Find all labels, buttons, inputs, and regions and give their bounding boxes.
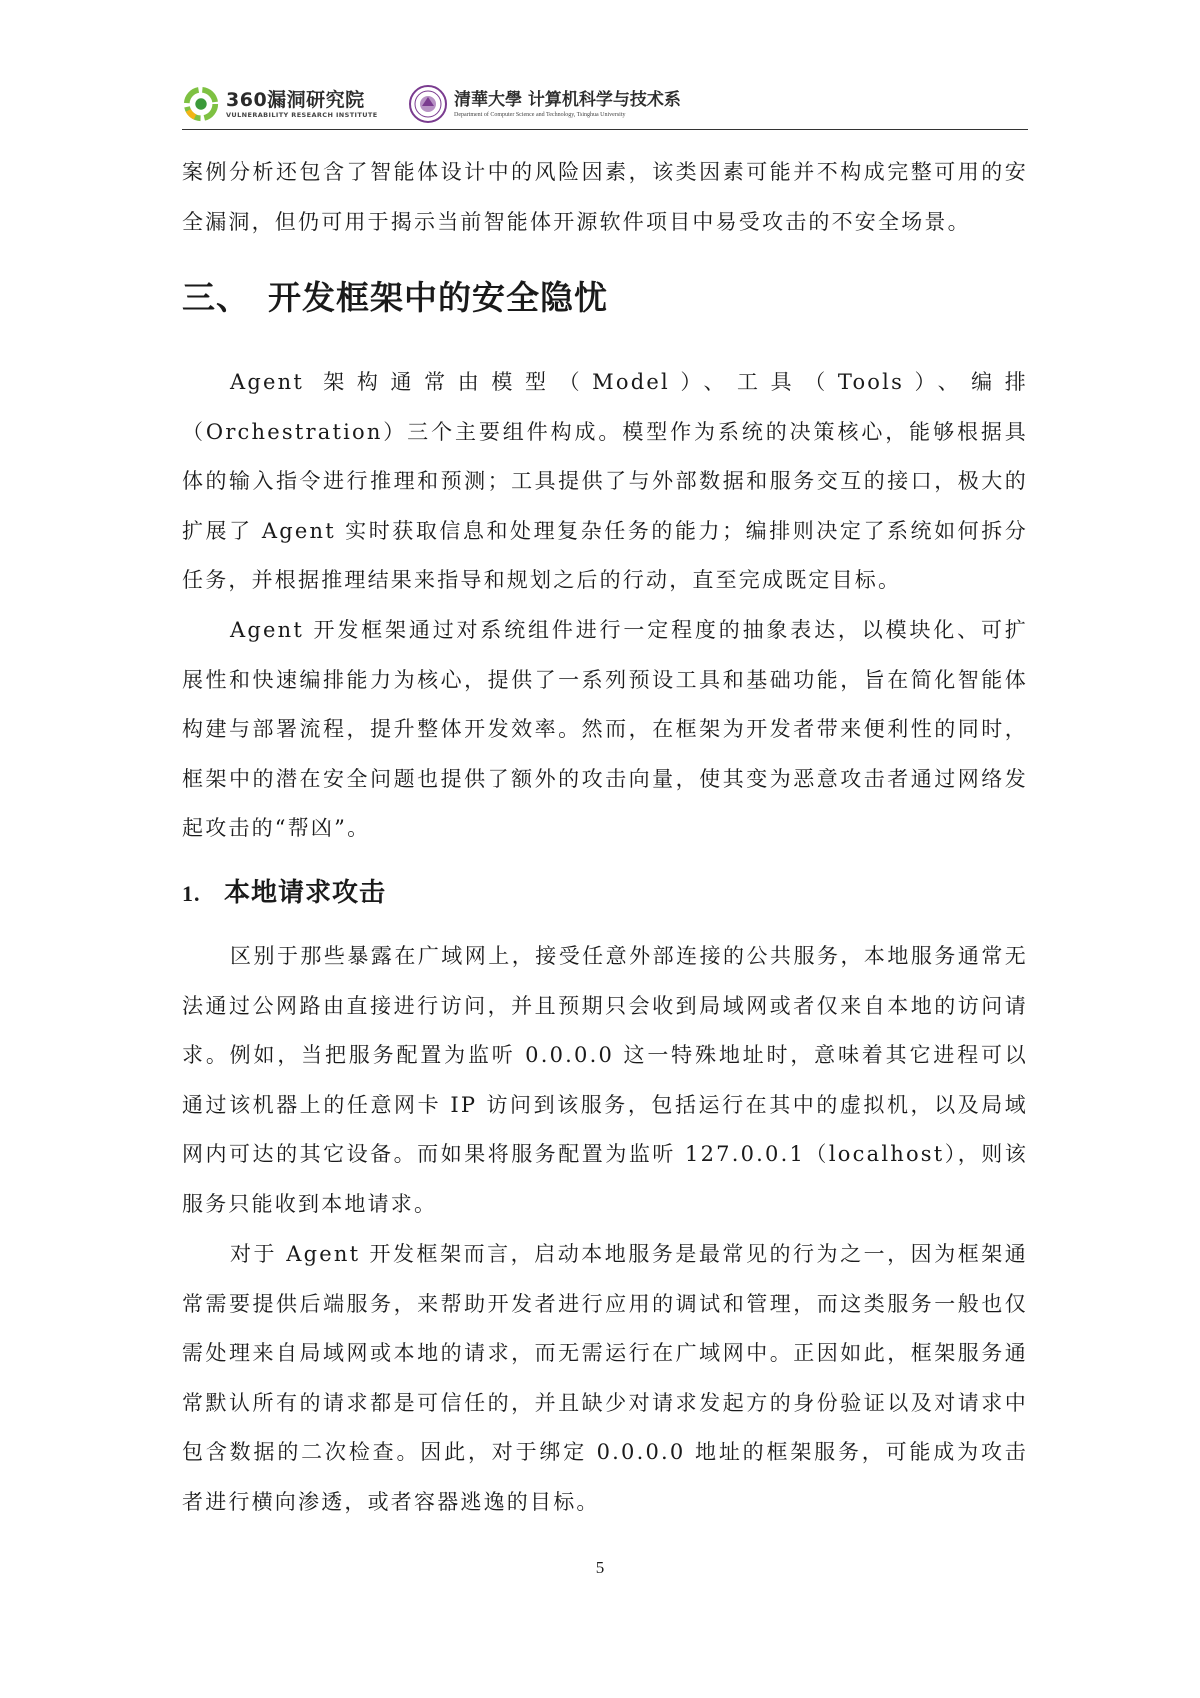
page-header: [182, 80, 1028, 128]
subsection-title: 本地请求攻击: [224, 878, 387, 908]
logo-tsinghua-subtitle: Department of Computer Science and Technology, Tsinghua University: [454, 111, 626, 118]
paragraph-agent-framework: Agent 开发框架通过对系统组件进行一定程度的抽象表达，以模块化、可扩展性和快速编排能力为核心，提供了一系列预设工具和基础功能，旨在简化智能体构建与部署流程，提升整体开发效率。然而，在框架为开发者带来便利性的同时，框架中的潜在安全问题也提供了额外的攻击向量，使其变为恶意攻击者通过网络发起攻击的“帮凶”。: [182, 618, 1028, 840]
360-logo-icon: [182, 85, 220, 123]
logo-360-title: 360漏洞研究院: [226, 88, 365, 111]
subsection-heading: [182, 872, 386, 909]
logo-tsinghua: [408, 82, 681, 126]
logo-360: [182, 84, 378, 124]
subsection-number: 1.: [182, 881, 201, 906]
header-divider: [182, 129, 1028, 130]
paragraph-agent-architecture: Agent 架构通常由模型（Model）、工具（Tools）、编排（Orchestration）三个主要组件构成。模型作为系统的决策核心，能够根据具体的输入指令进行推理和预测；工具提供了与外部数据和服务交互的接口，极大的扩展了 Agent 实时获取信息和处理复杂任务的能力；编排则决定了系统如何拆分任务，并根据推理结果来指导和规划之后的行动，直至完成既定目标。: [182, 370, 1028, 592]
page-number: 5: [595, 1558, 605, 1577]
paragraph-local-service: 区别于那些暴露在广域网上，接受任意外部连接的公共服务，本地服务通常无法通过公网路由直接进行访问，并且预期只会收到局域网或者仅来自本地的访问请求。例如，当把服务配置为监听 0.0.0.0 这一特殊地址时，意味着其它进程可以通过该机器上的任意网卡 IP 访问到该服务，包括运行在其中的虚拟机，以及局域网内可达的其它设备。而如果将服务配置为监听 127.0.0.1（localhost），则该服务只能收到本地请求。: [182, 944, 1028, 1216]
paragraph-intro-continued: 案例分析还包含了智能体设计中的风险因素，该类因素可能并不构成完整可用的安全漏洞，但仍可用于揭示当前智能体开源软件项目中易受攻击的不安全场景。: [182, 160, 1028, 234]
section-heading: [182, 272, 608, 319]
tsinghua-seal-icon: [408, 84, 448, 124]
logo-tsinghua-title: 清華大學 计算机科学与技术系: [454, 89, 681, 110]
paragraph-framework-local-service: 对于 Agent 开发框架而言，启动本地服务是最常见的行为之一，因为框架通常需要提供后端服务，来帮助开发者进行应用的调试和管理，而这类服务一般也仅需处理来自局域网或本地的请求，而无需运行在广域网中。正因如此，框架服务通常默认所有的请求都是可信任的，并且缺少对请求发起方的身份验证以及对请求中包含数据的二次检查。因此，对于绑定 0.0.0.0 地址的框架服务，可能成为攻击者进行横向渗透，或者容器逃逸的目标。: [182, 1242, 1028, 1514]
section-title: 开发框架中的安全隐忧: [268, 278, 608, 317]
logo-360-subtitle: VULNERABILITY RESEARCH INSTITUTE: [226, 110, 378, 119]
section-number: 三、: [182, 278, 250, 317]
